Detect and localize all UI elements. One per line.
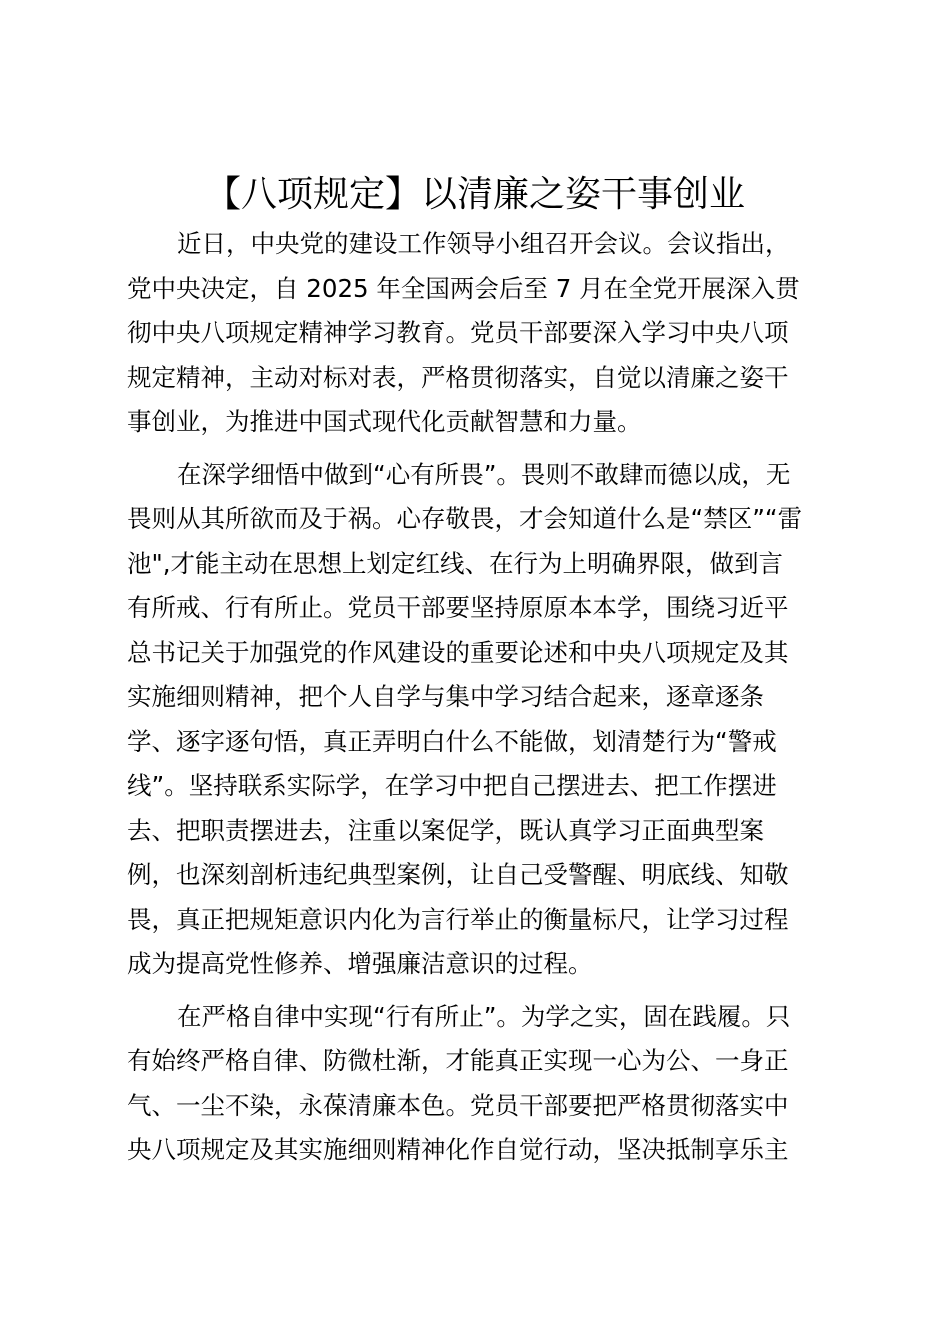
text-line: 线”。坚持联系实际学，在学习中把自己摆进去、把工作摆进 bbox=[127, 771, 777, 800]
text-line: 党中央决定，自 2025 年全国两会后至 7 月在全党开展深入贯 bbox=[127, 273, 800, 303]
text-line: 畏，真正把规矩意识内化为言行举止的衡量标尺，让学习过程 bbox=[127, 904, 789, 934]
paragraph-3 bbox=[127, 995, 827, 1173]
text-line: 学、逐字逐句悟，真正弄明白什么不能做，划清楚行为“警戒 bbox=[127, 726, 777, 756]
text-line: 事创业，为推进中国式现代化贡献智慧和力量。 bbox=[127, 407, 642, 436]
text-line: 实施细则精神，把个人自学与集中学习结合起来，逐章逐条 bbox=[127, 682, 764, 711]
text-line: 近日，中央党的建设工作领导小组召开会议。会议指出， bbox=[177, 229, 790, 258]
paragraph-1 bbox=[127, 222, 827, 445]
text-line: 在深学细悟中做到“心有所畏”。畏则不敢肆而德以成，无 bbox=[177, 459, 791, 489]
document-title: 【八项规定】以清廉之姿干事创业 bbox=[204, 174, 745, 215]
text-line: 畏则从其所欲而及于祸。心存敬畏，才会知道什么是“禁区”“雷 bbox=[127, 504, 803, 533]
text-line: 总书记关于加强党的作风建设的重要论述和中央八项规定及其 bbox=[127, 637, 789, 667]
text-line: 例，也深刻剖析违纪典型案例，让自己受警醒、明底线、知敬 bbox=[127, 860, 789, 889]
document-body bbox=[127, 222, 827, 1181]
text-line: 规定精神，主动对标对表，严格贯彻落实，自觉以清廉之姿干 bbox=[127, 362, 789, 392]
text-line: 池",才能主动在思想上划定红线、在行为上明确界限，做到言 bbox=[127, 548, 784, 578]
text-line: 有所戒、行有所止。党员干部要坚持原原本本学，围绕习近平 bbox=[127, 593, 789, 622]
text-line: 彻中央八项规定精神学习教育。党员干部要深入学习中央八项 bbox=[127, 318, 789, 347]
text-line: 有始终严格自律、防微杜渐，才能真正实现一心为公、一身正 bbox=[127, 1046, 789, 1075]
text-line: 在严格自律中实现“行有所止”。为学之实，固在践履。只 bbox=[177, 1001, 791, 1031]
paragraph-2 bbox=[127, 453, 827, 987]
text-line: 气、一尘不染，永葆清廉本色。党员干部要把严格贯彻落实中 bbox=[127, 1090, 789, 1120]
text-line: 去、把职责摆进去，注重以案促学，既认真学习正面典型案 bbox=[127, 815, 764, 845]
text-line: 成为提高党性修养、增强廉洁意识的过程。 bbox=[127, 949, 593, 978]
text-line: 央八项规定及其实施细则精神化作自觉行动，坚决抵制享乐主 bbox=[127, 1135, 789, 1164]
